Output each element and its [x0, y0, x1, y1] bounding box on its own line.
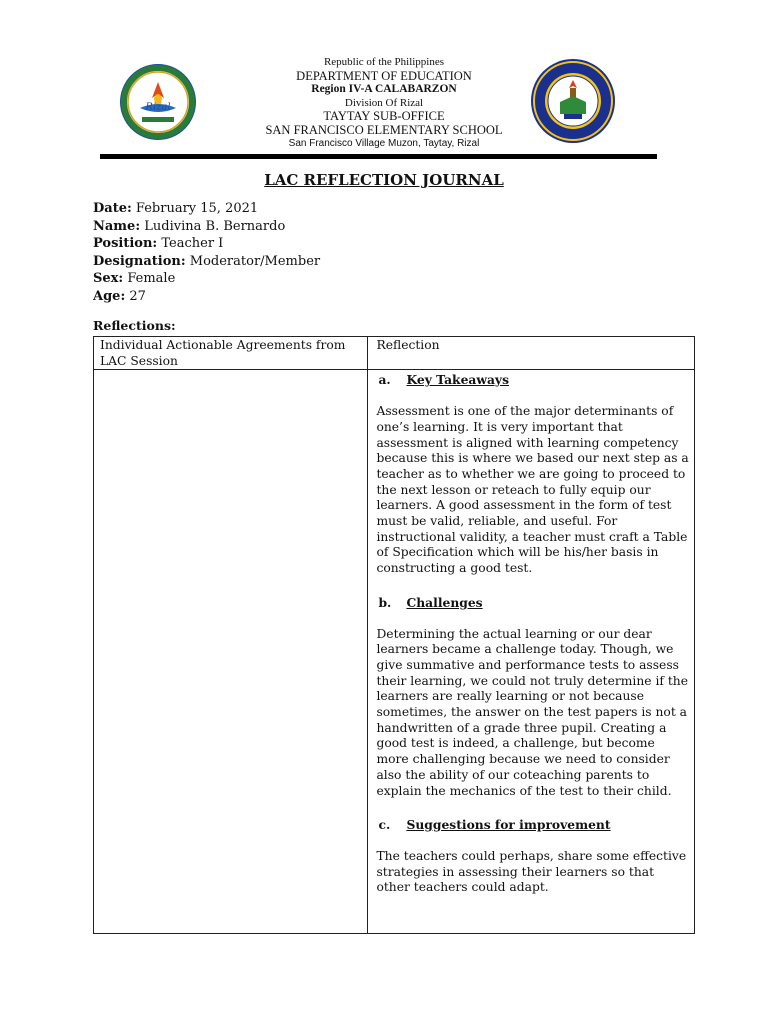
document-title: LAC REFLECTION JOURNAL: [264, 171, 504, 189]
section-b-text: Determining the actual learning or our dear learners became a challenge today. Though, we give summative and performance tests to assess their learning, we could not truly determine if the learners are really learning or not because sometimes, the answer on the test papers is not a handwritten of a grade three pupil. Creating a good test is indeed, a challenge, but become more challenging because we need to consider also the ability of our coteaching parents to explain the mechanics of the test to their child.: [376, 626, 689, 798]
sex-label: Sex:: [93, 271, 124, 286]
position-label: Position:: [93, 236, 158, 251]
header-region: Region IV-A CALABARZON: [311, 83, 457, 95]
header-address: San Francisco Village Muzon, Taytay, Rizal: [288, 138, 480, 149]
reflection-table: [93, 336, 695, 934]
table-body-row: [94, 370, 695, 934]
section-c-text: The teachers could perhaps, share some effective strategies in assessing their learners so that other teachers could adapt.: [376, 848, 687, 895]
section-a-heading: [376, 372, 690, 388]
date-row: [93, 200, 320, 218]
header-department: DEPARTMENT OF EDUCATION: [296, 68, 472, 83]
header-suboffice: TAYTAY SUB-OFFICE: [323, 109, 445, 123]
position-value: Teacher I: [157, 236, 224, 251]
logo-center-text: Rizal: [145, 102, 171, 113]
designation-label: Designation:: [93, 253, 186, 269]
age-label: Age:: [93, 288, 126, 304]
sex-value: Female: [123, 271, 176, 286]
position-row: [93, 235, 320, 253]
section-a-title: Key Takeaways: [406, 372, 509, 388]
section-b-heading: [376, 595, 690, 611]
section-c-letter: c.: [378, 817, 391, 833]
name-row: [93, 218, 320, 236]
section-b-title: Challenges: [406, 594, 483, 610]
header-divider: [100, 154, 657, 159]
header-country: Republic of the Philippines: [323, 56, 445, 68]
table-header-row: [94, 337, 695, 370]
age-value: 27: [125, 288, 146, 304]
reflection-header: Reflection: [368, 337, 695, 370]
teacher-info: [93, 200, 320, 305]
date-value: February 15, 2021: [131, 201, 259, 216]
age-row: [93, 288, 320, 306]
section-b-letter: b.: [378, 594, 392, 610]
name-value: Ludivina B. Bernardo: [140, 218, 286, 234]
header-school: SAN FRANCISCO ELEMENTARY SCHOOL: [265, 122, 503, 137]
designation-value: Moderator/Member: [185, 253, 321, 269]
header-division: Division Of Rizal: [344, 96, 424, 109]
agreements-cell: [94, 370, 368, 934]
section-c-heading: [376, 817, 690, 833]
agreements-header: Individual Actionable Agreements from LAC Session: [94, 337, 368, 370]
sex-row: [93, 270, 320, 288]
section-a-text: Assessment is one of the major determinants of one’s learning. It is very important that assessment is aligned with learning competency because this is where we based our next step as a teacher as to whether we are going to proceed to the next lesson or reteach to fully equip our learners. A good assessment in the form of test must be valid, reliable, and useful. For instructional validity, a teacher must craft a Table of Specification which will be his/her basis in constructing a good test.: [376, 404, 689, 576]
section-a-letter: a.: [378, 372, 391, 388]
reflection-cell: [368, 370, 695, 934]
section-c-title: Suggestions for improvement: [406, 817, 611, 833]
name-label: Name:: [93, 218, 141, 234]
letterhead: [0, 56, 768, 151]
designation-row: [93, 253, 320, 271]
reflections-label: Reflections:: [93, 318, 176, 333]
date-label: Date:: [93, 201, 132, 216]
